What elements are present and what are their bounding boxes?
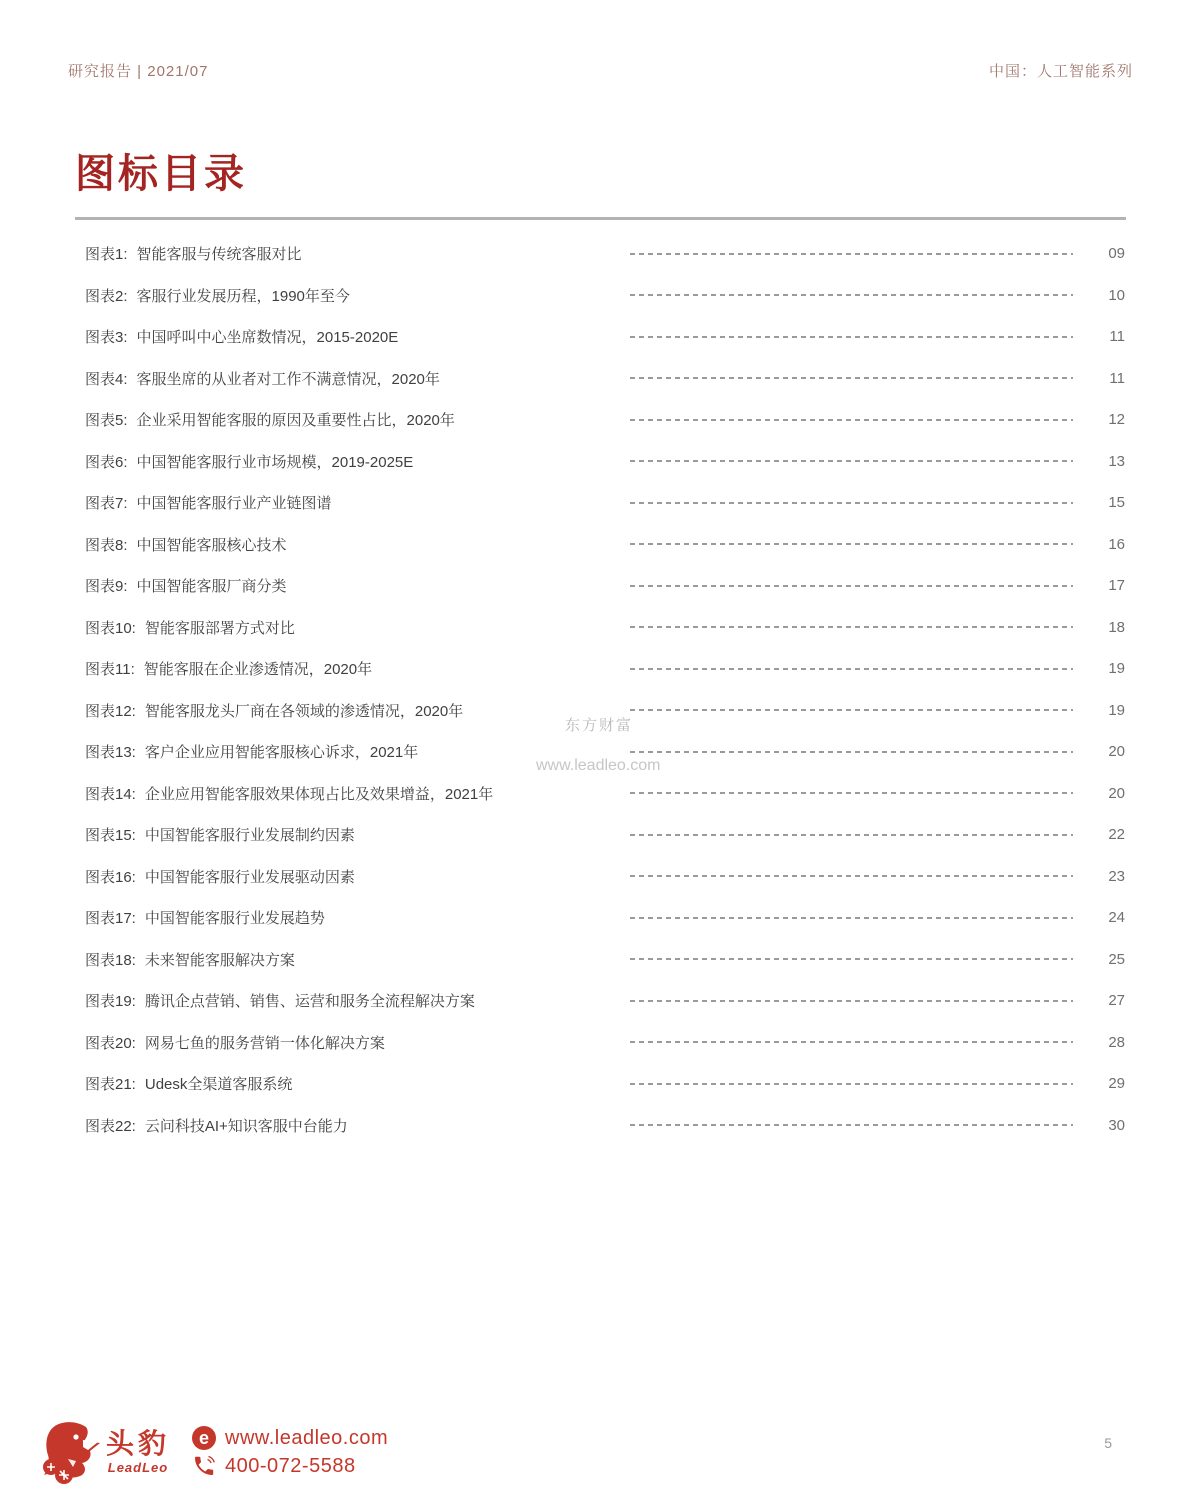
toc-leader-dashes <box>630 253 1073 255</box>
toc-row[interactable] <box>75 1063 1125 1105</box>
toc-entry-title: 智能客服部署方式对比 <box>144 619 295 637</box>
toc-row[interactable] <box>75 524 1125 566</box>
toc-entry-page: 22 <box>1108 826 1125 844</box>
toc-row[interactable] <box>75 1105 1125 1147</box>
toc-row[interactable] <box>75 275 1125 317</box>
toc-row[interactable] <box>75 399 1125 441</box>
toc-leader-dashes <box>630 875 1073 877</box>
toc-entry-label <box>85 409 630 430</box>
toc-row[interactable] <box>75 648 1125 690</box>
brand-name-cn: 头豹 <box>106 1428 171 1460</box>
toc-row[interactable] <box>75 939 1125 981</box>
toc-entry-title: 腾讯企点营销、销售、运营和服务全流程解决方案 <box>144 993 475 1011</box>
toc-entry-number: 图表16: <box>85 868 136 886</box>
toc-entry-title: Udesk全渠道客服系统 <box>144 1076 293 1094</box>
toc-entry-page: 10 <box>1108 286 1125 304</box>
page-number: 5 <box>1104 1435 1112 1451</box>
toc-row[interactable] <box>75 233 1125 275</box>
toc-entry-label <box>85 326 630 347</box>
toc-entry-label <box>85 949 630 970</box>
toc-row[interactable] <box>75 980 1125 1022</box>
toc-entry-title: 智能客服在企业渗透情况，2020年 <box>143 661 373 679</box>
toc-entry-label <box>85 824 630 845</box>
page-footer <box>38 1419 388 1485</box>
toc-entry-page: 19 <box>1108 701 1125 719</box>
toc-entry-page: 30 <box>1108 1116 1125 1134</box>
toc-entry-title: 智能客服龙头厂商在各领域的渗透情况，2020年 <box>144 702 464 720</box>
toc-entry-title: 智能客服与传统客服对比 <box>136 246 302 264</box>
toc-entry-page: 19 <box>1108 660 1125 678</box>
toc-entry-page: 11 <box>1109 369 1125 387</box>
footer-website-link[interactable]: www.leadleo.com <box>225 1426 389 1449</box>
header-series: 中国：人工智能系列 <box>988 63 1133 80</box>
toc-entry-page: 27 <box>1108 992 1125 1010</box>
toc-row[interactable] <box>75 1022 1125 1064</box>
toc-entry-number: 图表11: <box>85 661 135 679</box>
toc-entry-label <box>85 1032 630 1053</box>
toc-entry-title: 客服行业发展历程，1990年至今 <box>136 287 350 305</box>
toc-leader-dashes <box>630 917 1073 919</box>
toc-entry-label <box>85 866 630 887</box>
toc-entry-number: 图表3: <box>85 329 128 347</box>
toc-leader-dashes <box>630 543 1073 545</box>
toc-leader-dashes <box>630 1041 1073 1043</box>
toc-entry-label <box>85 575 630 596</box>
brand-block <box>106 1429 170 1475</box>
toc-entry-page: 24 <box>1108 909 1125 927</box>
browser-e-icon: e <box>192 1426 216 1450</box>
toc-leader-dashes <box>630 1000 1073 1002</box>
toc-entry-number: 图表19: <box>85 993 136 1011</box>
toc-entry-label <box>85 700 630 721</box>
toc-entry-number: 图表20: <box>85 1034 136 1052</box>
toc-entry-page: 09 <box>1108 245 1125 263</box>
watermark-text: 东方财富 <box>565 717 634 734</box>
toc-entry-number: 图表18: <box>85 951 136 969</box>
toc-entry-page: 28 <box>1108 1033 1125 1051</box>
toc-row[interactable] <box>75 482 1125 524</box>
toc-leader-dashes <box>630 751 1073 753</box>
toc-leader-dashes <box>630 834 1073 836</box>
toc-leader-dashes <box>630 626 1073 628</box>
leadleo-leopard-logo-icon <box>38 1419 102 1485</box>
toc-entry-number: 图表4: <box>85 370 128 388</box>
toc-entry-page: 15 <box>1108 494 1125 512</box>
toc-entry-number: 图表10: <box>85 619 136 637</box>
toc-entry-number: 图表22: <box>85 1117 136 1135</box>
toc-entry-title: 中国智能客服行业发展驱动因素 <box>144 868 355 886</box>
toc-entry-title: 中国呼叫中心坐席数情况，2015-2020E <box>136 329 399 347</box>
toc-leader-dashes <box>630 1083 1073 1085</box>
toc-entry-page: 18 <box>1108 618 1125 636</box>
toc-entry-page: 13 <box>1108 452 1125 470</box>
toc-row[interactable] <box>75 565 1125 607</box>
toc-entry-title: 中国智能客服行业发展趋势 <box>144 910 325 928</box>
toc-entry-page: 23 <box>1108 867 1125 885</box>
toc-leader-dashes <box>630 377 1073 379</box>
toc-entry-label <box>85 1115 630 1136</box>
toc-row[interactable] <box>75 441 1125 483</box>
toc-leader-dashes <box>630 792 1073 794</box>
website-row <box>192 1426 388 1450</box>
toc-entry-page: 25 <box>1108 950 1125 968</box>
toc-entry-number: 图表8: <box>85 536 128 554</box>
toc-entry-page: 11 <box>1109 328 1125 346</box>
header-report-type: 研究报告 | 2021/07 <box>68 63 209 80</box>
toc-entry-number: 图表7: <box>85 495 128 513</box>
brand-name-en: LeadLeo <box>107 1459 169 1475</box>
title-divider <box>75 217 1126 220</box>
toc-leader-dashes <box>630 502 1073 504</box>
toc-entry-page: 17 <box>1108 577 1125 595</box>
toc-entry-label <box>85 368 630 389</box>
toc-entry-label <box>85 990 630 1011</box>
toc-leader-dashes <box>630 668 1073 670</box>
toc-entry-label <box>85 1073 630 1094</box>
toc-entry-number: 图表5: <box>85 412 128 430</box>
toc-entry-page: 12 <box>1108 411 1125 429</box>
toc-entry-title: 中国智能客服核心技术 <box>136 536 287 554</box>
toc-entry-label <box>85 534 630 555</box>
toc-row[interactable] <box>75 316 1125 358</box>
toc-row[interactable] <box>75 814 1125 856</box>
page-title: 图标目录 <box>75 152 247 196</box>
toc-entry-title: 中国智能客服行业发展制约因素 <box>144 827 355 845</box>
toc-entry-title: 企业应用智能客服效果体现占比及效果增益，2021年 <box>144 785 494 803</box>
toc-list <box>75 233 1125 1146</box>
toc-entry-title: 客服坐席的从业者对工作不满意情况，2020年 <box>136 370 440 388</box>
phone-icon <box>192 1454 216 1478</box>
toc-entry-label <box>85 617 630 638</box>
toc-entry-number: 图表1: <box>85 246 128 264</box>
toc-entry-title: 未来智能客服解决方案 <box>144 951 295 969</box>
toc-leader-dashes <box>630 585 1073 587</box>
toc-leader-dashes <box>630 294 1073 296</box>
page-header <box>68 60 1133 81</box>
toc-entry-page: 20 <box>1108 784 1125 802</box>
toc-entry-label <box>85 492 630 513</box>
toc-row[interactable] <box>75 856 1125 898</box>
toc-row[interactable] <box>75 773 1125 815</box>
toc-entry-label <box>85 907 630 928</box>
toc-entry-number: 图表12: <box>85 702 136 720</box>
toc-entry-page: 20 <box>1108 743 1125 761</box>
toc-entry-label <box>85 451 630 472</box>
toc-entry-number: 图表9: <box>85 578 128 596</box>
footer-phone-number[interactable]: 400-072-5588 <box>225 1454 356 1477</box>
toc-entry-number: 图表2: <box>85 287 128 305</box>
toc-entry-title: 企业采用智能客服的原因及重要性占比，2020年 <box>136 412 455 430</box>
toc-entry-label <box>85 285 630 306</box>
toc-entry-title: 中国智能客服行业市场规模，2019-2025E <box>136 453 414 471</box>
phone-row <box>192 1454 388 1478</box>
footer-contact <box>192 1426 388 1478</box>
toc-entry-number: 图表17: <box>85 910 136 928</box>
toc-row[interactable] <box>75 358 1125 400</box>
toc-leader-dashes <box>630 709 1073 711</box>
toc-leader-dashes <box>630 460 1073 462</box>
toc-entry-number: 图表15: <box>85 827 136 845</box>
toc-entry-number: 图表21: <box>85 1076 136 1094</box>
toc-leader-dashes <box>630 958 1073 960</box>
toc-entry-title: 客户企业应用智能客服核心诉求，2021年 <box>144 744 419 762</box>
toc-entry-title: 中国智能客服厂商分类 <box>136 578 287 596</box>
toc-entry-title: 网易七鱼的服务营销一体化解决方案 <box>144 1034 385 1052</box>
toc-entry-number: 图表6: <box>85 453 128 471</box>
toc-entry-number: 图表13: <box>85 744 136 762</box>
toc-entry-page: 16 <box>1108 535 1125 553</box>
watermark-url: www.leadleo.com <box>536 757 661 774</box>
toc-entry-label <box>85 658 630 679</box>
toc-entry-number: 图表14: <box>85 785 136 803</box>
toc-row[interactable] <box>75 897 1125 939</box>
toc-row[interactable] <box>75 607 1125 649</box>
toc-entry-page: 29 <box>1108 1075 1125 1093</box>
toc-entry-title: 中国智能客服行业产业链图谱 <box>136 495 332 513</box>
toc-entry-label <box>85 243 630 264</box>
toc-leader-dashes <box>630 336 1073 338</box>
toc-leader-dashes <box>630 419 1073 421</box>
toc-entry-title: 云问科技AI+知识客服中台能力 <box>144 1117 348 1135</box>
toc-entry-label <box>85 783 630 804</box>
toc-leader-dashes <box>630 1124 1073 1126</box>
